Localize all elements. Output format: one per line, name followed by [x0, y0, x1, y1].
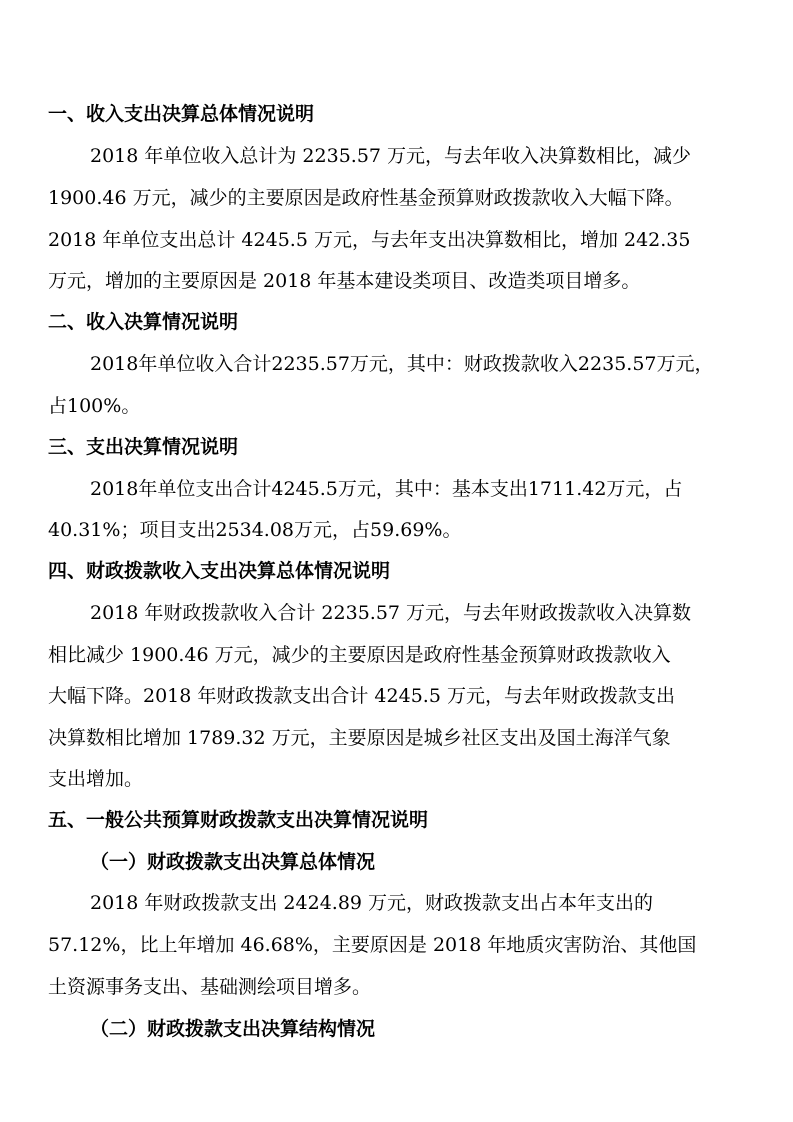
section-heading-4: 四、财政拨款收入支出决算总体情况说明: [48, 560, 391, 582]
paragraph-line: 决算数相比增加 1789.32 万元，主要原因是城乡社区支出及国土海洋气象: [48, 727, 671, 749]
paragraph-line: 40.31%；项目支出2534.08万元，占59.69%。: [48, 519, 462, 541]
paragraph-line: 土资源事务支出、基础测绘项目增多。: [48, 976, 372, 998]
section-heading-1: 一、收入支出决算总体情况说明: [48, 103, 315, 125]
paragraph-line: 支出增加。: [48, 768, 144, 790]
paragraph-line: 2018 年单位支出总计 4245.5 万元，与去年支出决算数相比，增加 242.35: [48, 229, 691, 251]
paragraph-line: 2018年单位收入合计2235.57万元，其中：财政拨款收入2235.57万元，: [90, 353, 714, 375]
paragraph-line: 2018年单位支出合计4245.5万元，其中：基本支出1711.42万元，占: [90, 478, 683, 500]
section-heading-2: 二、收入决算情况说明: [48, 311, 239, 333]
paragraph-line: 占100%。: [48, 395, 141, 417]
paragraph-line: 2018 年单位收入总计为 2235.57 万元，与去年收入决算数相比，减少: [90, 145, 692, 167]
paragraph-line: 57.12%，比上年增加 46.68%，主要原因是 2018 年地质灾害防治、其他国: [48, 934, 697, 956]
paragraph-line: 相比减少 1900.46 万元，减少的主要原因是政府性基金预算财政拨款收入: [48, 644, 671, 666]
paragraph-line: 万元，增加的主要原因是 2018 年基本建设类项目、改造类项目增多。: [48, 270, 641, 292]
paragraph-line: 1900.46 万元，减少的主要原因是政府性基金预算财政拨款收入大幅下降。: [48, 187, 684, 209]
section-heading-5: 五、一般公共预算财政拨款支出决算情况说明: [48, 809, 429, 831]
section-heading-3: 三、支出决算情况说明: [48, 436, 239, 458]
paragraph-line: 2018 年财政拨款收入合计 2235.57 万元，与去年财政拨款收入决算数: [90, 602, 692, 624]
paragraph-line: 大幅下降。2018 年财政拨款支出合计 4245.5 万元，与去年财政拨款支出: [48, 685, 675, 707]
subsection-heading-1: （一）财政拨款支出决算总体情况: [90, 851, 376, 873]
subsection-heading-2: （二）财政拨款支出决算结构情况: [90, 1018, 376, 1040]
paragraph-line: 2018 年财政拨款支出 2424.89 万元，财政拨款支出占本年支出的: [90, 892, 654, 914]
